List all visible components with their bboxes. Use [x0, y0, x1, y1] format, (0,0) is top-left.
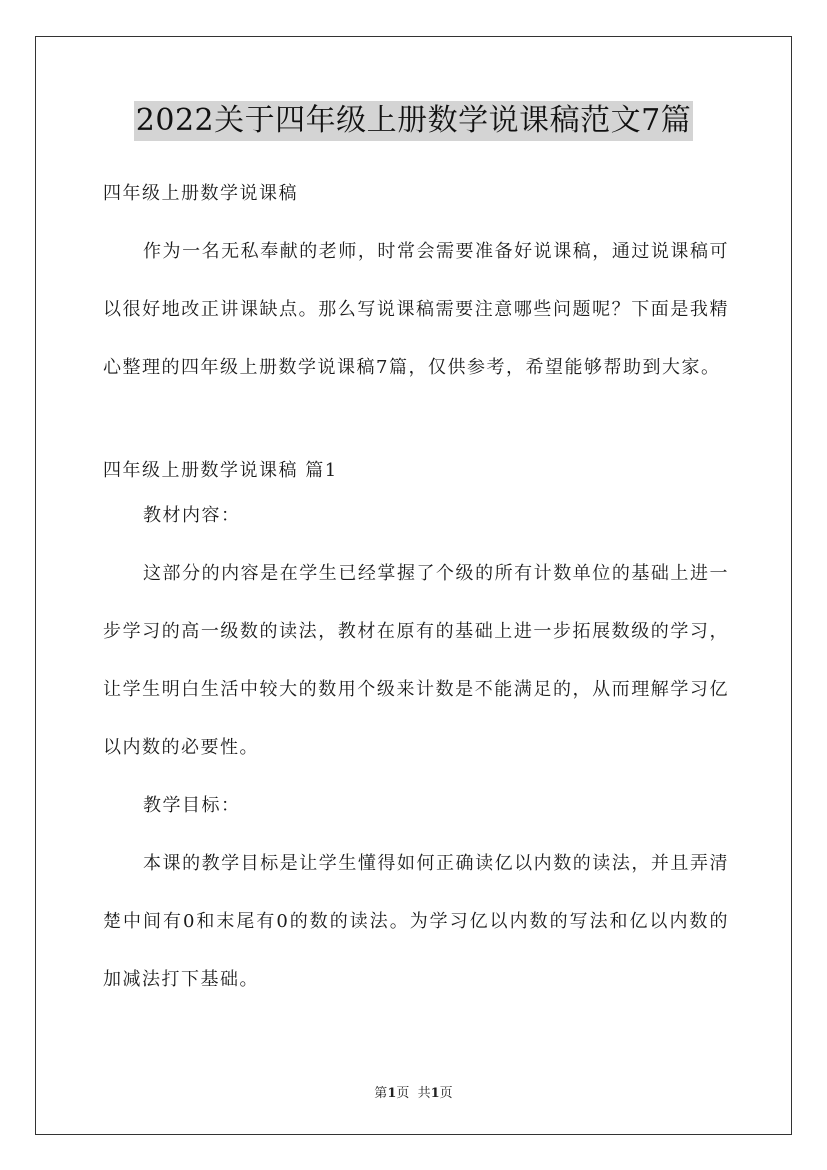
page-footer [0, 1082, 827, 1101]
intro-paragraph: 作为一名无私奉献的老师，时常会需要准备好说课稿，通过说课稿可以很好地改正讲课缺点。那么写说课稿需要注意哪些问题呢？下面是我精心整理的四年级上册数学说课稿7篇，仅供参考，希望能够帮助到大家。 [103, 241, 729, 378]
goal-label: 教学目标： [143, 795, 241, 816]
document-body [103, 176, 729, 1009]
material-paragraph: 这部分的内容是在学生已经掌握了个级的所有计数单位的基础上进一步学习的高一级数的读法，教材在原有的基础上进一步拓展数级的学习，让学生明白生活中较大的数用个级来计数是不能满足的，从而理解学习亿以内数的必要性。 [103, 563, 729, 758]
footer-total-pages: 1 [430, 1086, 440, 1101]
footer-current-page: 1 [387, 1086, 397, 1101]
footer-mid: 页 共 [396, 1086, 431, 1101]
subtitle: 四年级上册数学说课稿 [103, 183, 298, 204]
spacer [103, 397, 729, 457]
document-title: 2022关于四年级上册数学说课稿范文7篇 [134, 101, 693, 141]
section-heading: 四年级上册数学说课稿 篇1 [103, 460, 338, 481]
goal-paragraph: 本课的教学目标是让学生懂得如何正确读亿以内数的读法，并且弄清楚中间有0和末尾有0的数的读法。为学习亿以内数的写法和亿以内数的加减法打下基础。 [103, 853, 729, 990]
material-label: 教材内容： [143, 505, 241, 526]
footer-suffix: 页 [439, 1086, 453, 1101]
title-container [0, 101, 827, 141]
footer-prefix: 第 [374, 1086, 388, 1101]
